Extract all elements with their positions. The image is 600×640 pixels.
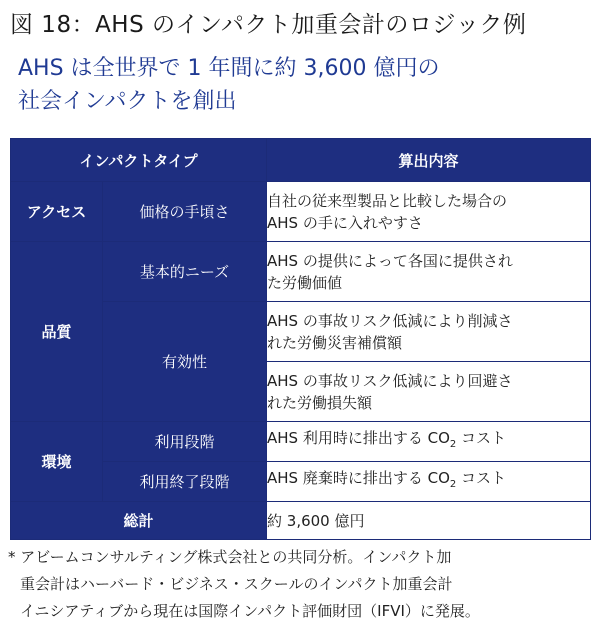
footnote-line-1: * アビームコンサルティング株式会社との共同分析。インパクト加 <box>8 548 452 566</box>
description-line: れた労働災害補償額 <box>267 333 403 352</box>
headline <box>18 52 588 118</box>
subscript: 2 <box>449 479 457 490</box>
description-cell <box>267 242 591 302</box>
category-environment: 環境 <box>11 422 103 502</box>
headline-line-1: AHS は全世界で 1 年間に約 3,600 億円の <box>18 56 440 81</box>
header-impact-type: インパクトタイプ <box>11 139 267 182</box>
header-calculation: 算出内容 <box>267 139 591 182</box>
table-row <box>11 422 591 462</box>
description-text: コスト <box>456 469 507 487</box>
category-access: アクセス <box>11 182 103 242</box>
description-cell <box>267 182 591 242</box>
table-row <box>11 242 591 302</box>
description-text: コスト <box>456 429 507 447</box>
description-line: AHS の事故リスク低減により回避さ <box>267 371 513 390</box>
subtype-cell: 利用終了段階 <box>103 462 267 502</box>
total-row <box>11 502 591 540</box>
subtype-cell: 利用段階 <box>103 422 267 462</box>
impact-table <box>10 138 591 540</box>
subscript: 2 <box>449 439 457 450</box>
description-line: AHS の事故リスク低減により削減さ <box>267 311 513 330</box>
total-label: 総計 <box>11 502 267 540</box>
table-header-row <box>11 139 591 182</box>
description-cell <box>267 422 591 462</box>
description-text: AHS 利用時に排出する CO <box>267 429 450 447</box>
total-value: 約 3,600 億円 <box>267 502 591 540</box>
description-cell <box>267 302 591 362</box>
description-line: れた労働損失額 <box>267 393 373 412</box>
description-text: AHS 廃棄時に排出する CO <box>267 469 450 487</box>
footnote <box>8 544 592 625</box>
subtype-cell: 基本的ニーズ <box>103 242 267 302</box>
subtype-cell: 有効性 <box>103 302 267 422</box>
footnote-line-2: 重会計はハーバード・ビジネス・スクールのインパクト加重会計 <box>20 575 453 593</box>
category-quality: 品質 <box>11 242 103 422</box>
description-line: た労働価値 <box>267 273 343 292</box>
subtype-cell: 価格の手頃さ <box>103 182 267 242</box>
description-line: AHS の提供によって各国に提供され <box>267 251 513 270</box>
figure-title: 図 18：AHS のインパクト加重会計のロジック例 <box>10 12 527 38</box>
description-cell <box>267 462 591 502</box>
headline-line-2: 社会インパクトを創出 <box>18 89 237 114</box>
footnote-line-3: イニシアティブから現在は国際インパクト評価財団（IFVI）に発展。 <box>20 602 480 620</box>
description-line: 自社の従来型製品と比較した場合の <box>267 191 508 210</box>
description-cell <box>267 362 591 422</box>
table-row <box>11 182 591 242</box>
description-line: AHS の手に入れやすさ <box>267 213 423 232</box>
